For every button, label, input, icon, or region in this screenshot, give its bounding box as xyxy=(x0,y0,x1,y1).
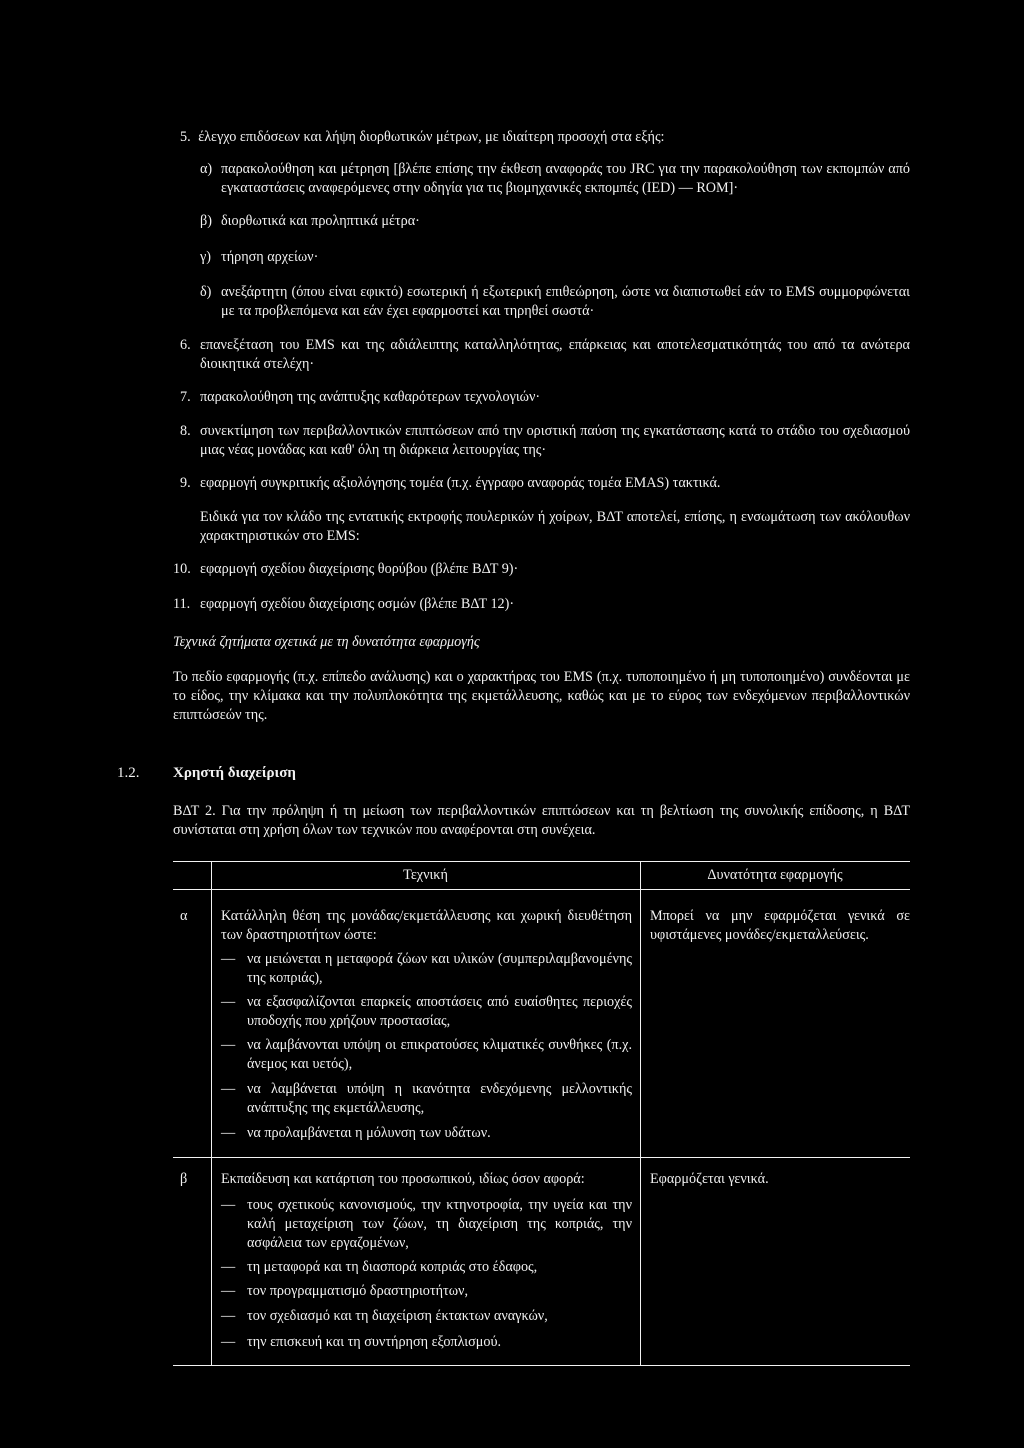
sub-item-a xyxy=(200,160,910,198)
dash-text: τον προγραμματισμό δραστηριοτήτων, xyxy=(247,1283,469,1299)
applicability-heading: Τεχνικά ζητήματα σχετικά με τη δυνατότητα εφαρμογής xyxy=(173,634,480,650)
sub-text: διορθωτικά και προληπτικά μέτρα· xyxy=(221,213,420,229)
row-lead: Κατάλληλη θέση της μονάδας/εκμετάλλευσης και χωρική διευθέτηση των δραστηριοτήτων ώστε: xyxy=(221,908,632,943)
header-technique: Τεχνική xyxy=(403,867,448,883)
list-item-9 xyxy=(180,474,910,493)
dash-marker: — xyxy=(221,951,236,967)
dash-marker: — xyxy=(221,1197,236,1213)
sub-label: γ) xyxy=(200,249,211,265)
sub-text: ανεξάρτητη (όπου είναι εφικτό) εσωτερική ή εξωτερική επιθεώρηση, ώστε να διαπιστωθεί εάν το EMS συμμορφώνεται με τα προβλεπόμενα και εάν έχει εφαρμοστεί και τηρηθεί σωστά· xyxy=(221,284,910,319)
table-bottom-rule xyxy=(173,1365,910,1366)
list-text: συνεκτίμηση των περιβαλλοντικών επιπτώσεων από την οριστική παύση της εγκατάστασης κατά το στάδιο του σχεδιασμού μιας νέας μονάδας και καθ' όλη τη διάρκεια λειτουργίας της· xyxy=(200,423,910,458)
row-label: β xyxy=(180,1171,188,1187)
applicability-text: Το πεδίο εφαρμογής (π.χ. επίπεδο ανάλυσης) και ο χαρακτήρας του EMS (π.χ. τυποποιημένο ή μη τυποποιημένο) συνδέονται με το είδος, την κλίμακα και την πολυπλοκότητα της εκμετάλλευσης, καθώς και με το εύρος των ενδεχόμενων περιβαλλοντικών επιπτώσεών της. xyxy=(173,669,910,723)
list-number: 11. xyxy=(173,596,191,612)
dash-marker: — xyxy=(221,1283,236,1299)
list-text: εφαρμογή σχεδίου διαχείρισης οσμών (βλέπε ΒΔΤ 12)· xyxy=(200,596,515,612)
list-item-5 xyxy=(180,128,910,147)
list-text: επανεξέταση του EMS και της αδιάλειπτης καταλληλότητας, επάρκειας και αποτελεσματικότητάς του από τα ανώτερα διοικητικά στελέχη· xyxy=(200,337,910,372)
row-applicability: Εφαρμόζεται γενικά. xyxy=(650,1171,769,1187)
sub-label: α) xyxy=(200,161,213,177)
list-text: έλεγχο επιδόσεων και λήψη διορθωτικών μέτρων, με ιδιαίτερη προσοχή στα εξής: xyxy=(198,129,665,145)
dash-text: τους σχετικούς κανονισμούς, την κτηνοτροφία, την υγεία και την καλή μεταχείριση των ζώων, τη διαχείριση της κοπριάς, την ασφάλεια των εργαζομένων, xyxy=(247,1197,632,1251)
list-number: 10. xyxy=(173,561,191,577)
dash-marker: — xyxy=(221,994,236,1010)
bat-paragraph: ΒΔΤ 2. Για την πρόληψη ή τη μείωση των περιβαλλοντικών επιπτώσεων και τη βελτίωση της συνολικής επίδοσης, η ΒΔΤ συνίσταται στη χρήση όλων των τεχνικών που αναφέρονται στη συνέχεια. xyxy=(173,803,910,838)
sub-item-b xyxy=(200,212,910,231)
sub-label: β) xyxy=(200,213,212,229)
sub-item-c xyxy=(200,248,910,267)
list-number: 8. xyxy=(180,423,191,439)
dash-marker: — xyxy=(221,1334,236,1350)
list-item-10 xyxy=(173,560,910,579)
row-lead: Εκπαίδευση και κατάρτιση του προσωπικού, ιδίως όσον αφορά: xyxy=(221,1171,585,1187)
dash-marker: — xyxy=(221,1037,236,1053)
header-applicability: Δυνατότητα εφαρμογής xyxy=(707,867,843,883)
list-text: εφαρμογή σχεδίου διαχείρισης θορύβου (βλέπε ΒΔΤ 9)· xyxy=(200,561,519,577)
sub-item-d xyxy=(200,283,910,321)
table-col-rule-2 xyxy=(640,861,641,1366)
section-number: 1.2. xyxy=(117,765,140,781)
dash-marker: — xyxy=(221,1259,236,1275)
dash-marker: — xyxy=(221,1081,236,1097)
sub-text: παρακολούθηση και μέτρηση [βλέπε επίσης την έκθεση αναφοράς του JRC για την παρακολούθηση των εκπομπών από εγκαταστάσεις αναφερόμενες στην οδηγία για τις βιομηχανικές εκπομπές (IED) — ROM]· xyxy=(221,161,910,196)
section-title: Χρηστή διαχείριση xyxy=(173,765,296,781)
dash-text: να λαμβάνεται υπόψη η ικανότητα ενδεχόμενης μελλοντικής ανάπτυξης της εκμετάλλευσης, xyxy=(247,1081,632,1116)
table-row-rule xyxy=(173,1157,910,1158)
list-text: παρακολούθηση της ανάπτυξης καθαρότερων τεχνολογιών· xyxy=(200,389,541,405)
list-number: 9. xyxy=(180,475,191,491)
dash-text: τον σχεδιασμό και τη διαχείριση έκτακτων αναγκών, xyxy=(247,1308,548,1324)
table-col-rule-1 xyxy=(211,861,212,1366)
sub-text: τήρηση αρχείων· xyxy=(221,249,319,265)
special-paragraph: Ειδικά για τον κλάδο της εντατικής εκτροφής πουλερικών ή χοίρων, ΒΔΤ αποτελεί, επίσης, η ενσωμάτωση των ακόλουθων χαρακτηριστικών στο EMS: xyxy=(200,509,910,544)
dash-text: να λαμβάνονται υπόψη οι επικρατούσες κλιματικές συνθήκες (π.χ. άνεμος και υετός), xyxy=(247,1037,632,1072)
list-item-8 xyxy=(180,422,910,460)
dash-marker: — xyxy=(221,1125,236,1141)
table-top-rule xyxy=(173,861,910,862)
dash-text: την επισκευή και τη συντήρηση εξοπλισμού. xyxy=(247,1334,502,1350)
dash-text: να εξασφαλίζονται επαρκείς αποστάσεις από ευαίσθητες περιοχές υποδοχής που χρήζουν προστασίας, xyxy=(247,994,632,1029)
dash-text: να προλαμβάνεται η μόλυνση των υδάτων. xyxy=(247,1125,491,1141)
dash-marker: — xyxy=(221,1308,236,1324)
list-text: εφαρμογή συγκριτικής αξιολόγησης τομέα (π.χ. έγγραφο αναφοράς τομέα EMAS) τακτικά. xyxy=(200,475,721,491)
list-item-7 xyxy=(180,388,910,407)
row-applicability: Μπορεί να μην εφαρμόζεται γενικά σε υφιστάμενες μονάδες/εκμεταλλεύσεις. xyxy=(650,908,910,943)
list-item-6 xyxy=(180,336,910,374)
list-item-11 xyxy=(173,595,910,614)
dash-text: τη μεταφορά και τη διασπορά κοπριάς στο έδαφος, xyxy=(247,1259,538,1275)
list-number: 6. xyxy=(180,337,191,353)
list-number: 7. xyxy=(180,389,191,405)
dash-text: να μειώνεται η μεταφορά ζώων και υλικών (συμπεριλαμβανομένης της κοπριάς), xyxy=(247,951,632,986)
list-number: 5. xyxy=(180,129,191,145)
sub-label: δ) xyxy=(200,284,212,300)
row-label: α xyxy=(180,908,188,924)
table-header-rule xyxy=(173,889,910,890)
